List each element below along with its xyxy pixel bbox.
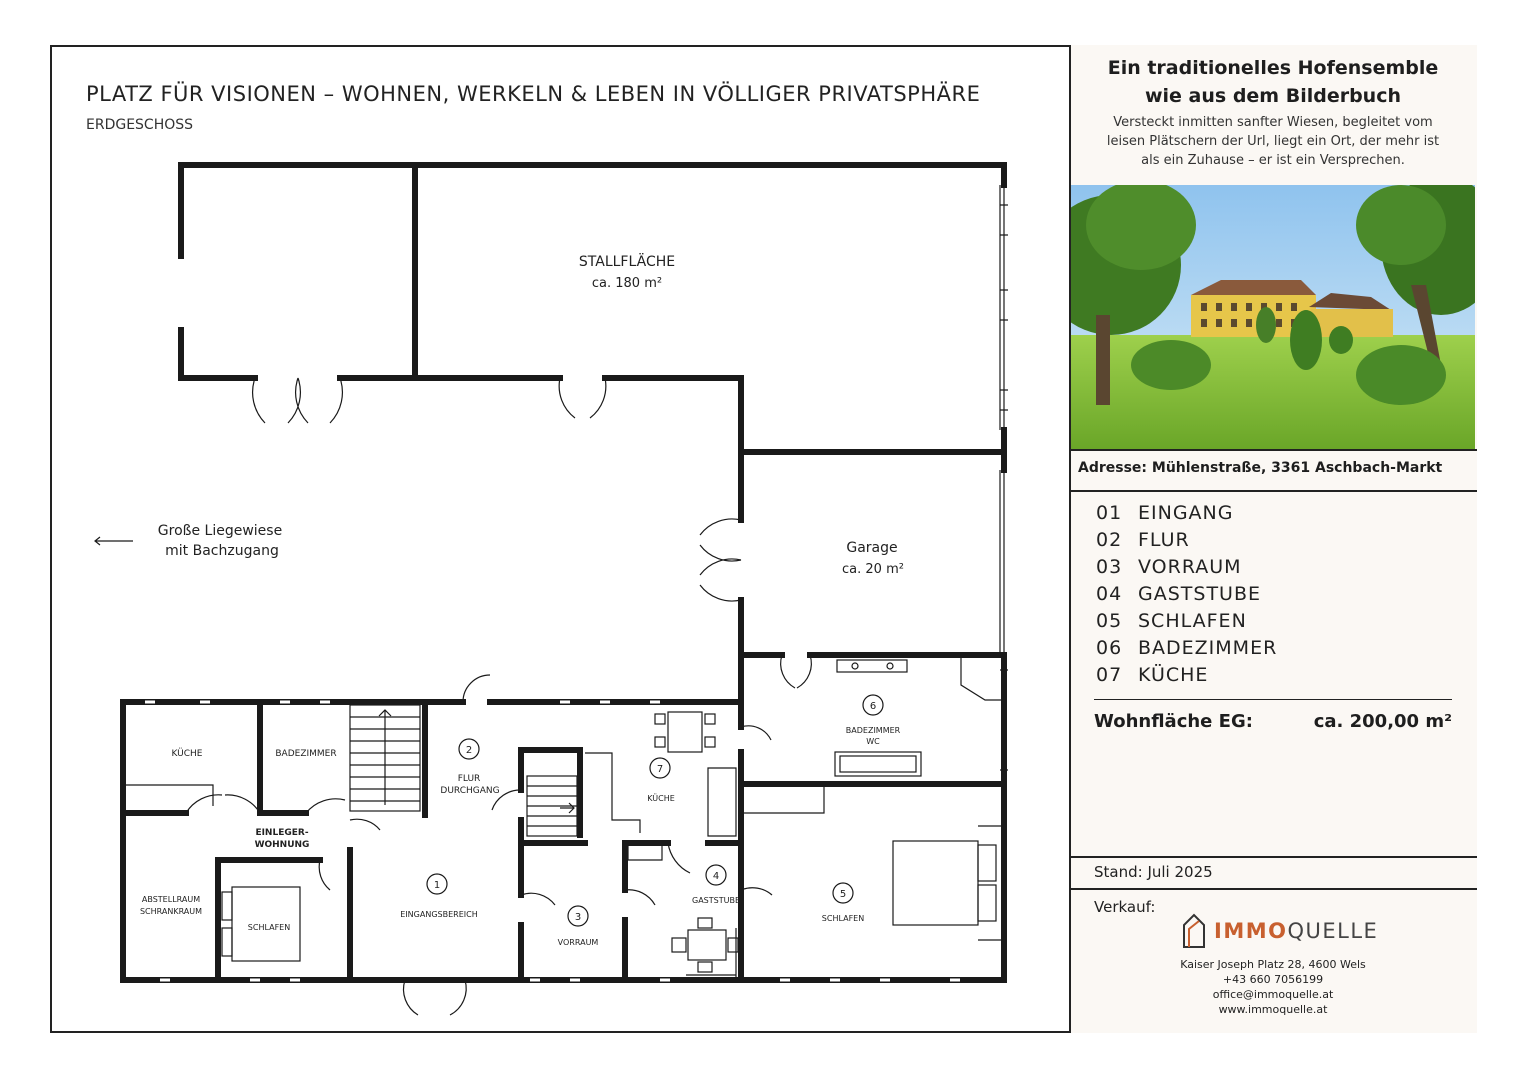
room-num: 02 [1096,529,1123,551]
contact-info [1071,957,1475,1017]
einlieger-label1: EINLEGER- [255,828,309,838]
address: Adresse: Mühlenstraße, 3361 Aschbach-Markt [1078,460,1443,476]
property-photo [1071,185,1475,449]
stand-date: Stand: Juli 2025 [1094,863,1213,881]
panel-title-line1: Ein traditionelles Hofensemble [1107,57,1439,79]
contact-email[interactable]: office@immoquelle.at [1212,988,1334,1001]
room-num: 03 [1096,556,1123,578]
bad-label1: BADEZIMMER [845,726,901,735]
garage-area: ca. 20 m² [842,562,904,577]
thin-lines [95,185,1008,1015]
room-num: 07 [1096,664,1123,686]
marker-7: 7 [656,764,664,775]
eingang-label: EINGANGSBEREICH [400,910,478,919]
vorraum-label: VORRAUM [557,938,599,947]
logo-bold: IMMO [1214,919,1288,943]
living-area [1094,711,1452,732]
schlafen-label: SCHLAFEN [821,914,865,923]
room-list [1096,502,1277,691]
room-num: 05 [1096,610,1123,632]
contact-address: Kaiser Joseph Platz 28, 4600 Wels [1180,958,1366,971]
room-name: VORRAUM [1138,556,1242,578]
garage-name: Garage [846,540,898,556]
panel-title [1071,54,1475,110]
room-num: 06 [1096,637,1123,659]
panel-title-line2: wie aus dem Bilderbuch [1144,85,1402,107]
abstell-label2: SCHRANKRAUM [139,907,203,916]
divider-top [1071,449,1477,451]
divider-address [1071,490,1477,492]
room-num: 01 [1096,502,1123,524]
plan-title: PLATZ FÜR VISIONEN – WOHNEN, WERKELN & LEBEN IN VÖLLIGER PRIVATSPHÄRE [86,82,981,106]
room-list-item [1096,610,1277,637]
logo-house-icon [1182,913,1206,949]
einlieger-label2: WOHNUNG [254,840,310,850]
divider-stand [1071,856,1477,858]
room-list-item [1096,529,1277,556]
intro-line2: leisen Plätschern der Url, liegt ein Ort, der mehr ist [1106,134,1440,149]
bad-label2: WC [866,737,880,746]
logo-wordmark [1214,919,1378,943]
flur-label2: DURCHGANG [440,786,500,796]
logo-rest: QUELLE [1287,919,1379,943]
wiese-line2: mit Bachzugang [165,543,279,559]
room-name: EINGANG [1138,502,1234,524]
marker-6: 6 [869,701,877,712]
abstell-label1: ABSTELLRAUM [141,895,201,904]
schlafen-left-label: SCHLAFEN [247,923,291,932]
room-name: SCHLAFEN [1138,610,1247,632]
kueche-label: KÜCHE [647,794,675,803]
room-list-item [1096,637,1277,664]
panel-intro [1090,113,1456,170]
marker-2: 2 [465,745,473,756]
room-list-item [1096,583,1277,610]
bad-left-label: BADEZIMMER [275,749,337,759]
wiese-line1: Große Liegewiese [157,523,283,539]
room-name: GASTSTUBE [1138,583,1261,605]
contact-web[interactable]: www.immoquelle.at [1218,1003,1328,1016]
divider-area [1094,699,1452,700]
contact-phone[interactable]: +43 660 7056199 [1222,973,1324,986]
area-label: Wohnfläche EG: [1094,711,1253,732]
room-name: KÜCHE [1138,664,1209,686]
marker-1: 1 [433,880,441,891]
room-name: BADEZIMMER [1138,637,1278,659]
intro-line3: als ein Zuhause – er ist ein Versprechen. [1141,153,1405,168]
marker-4: 4 [712,871,720,882]
immoquelle-logo [1182,913,1378,949]
room-list-item [1096,664,1277,691]
stall-area: ca. 180 m² [591,276,663,291]
kueche-left-label: KÜCHE [171,749,203,759]
intro-line1: Versteckt inmitten sanfter Wiesen, begleitet vom [1113,115,1433,130]
gaststube-label: GASTSTUBE [692,896,740,905]
room-list-item [1096,556,1277,583]
stall-name: STALLFLÄCHE [578,254,676,270]
room-name: FLUR [1138,529,1190,551]
marker-3: 3 [574,912,582,923]
room-num: 04 [1096,583,1123,605]
room-list-item [1096,502,1277,529]
marker-5: 5 [839,889,847,900]
flur-label1: FLUR [457,774,481,784]
area-value: ca. 200,00 m² [1313,711,1452,732]
divider-verkauf [1071,888,1477,890]
verkauf-label: Verkauf: [1094,898,1156,916]
floor-label: ERDGESCHOSS [86,117,194,133]
